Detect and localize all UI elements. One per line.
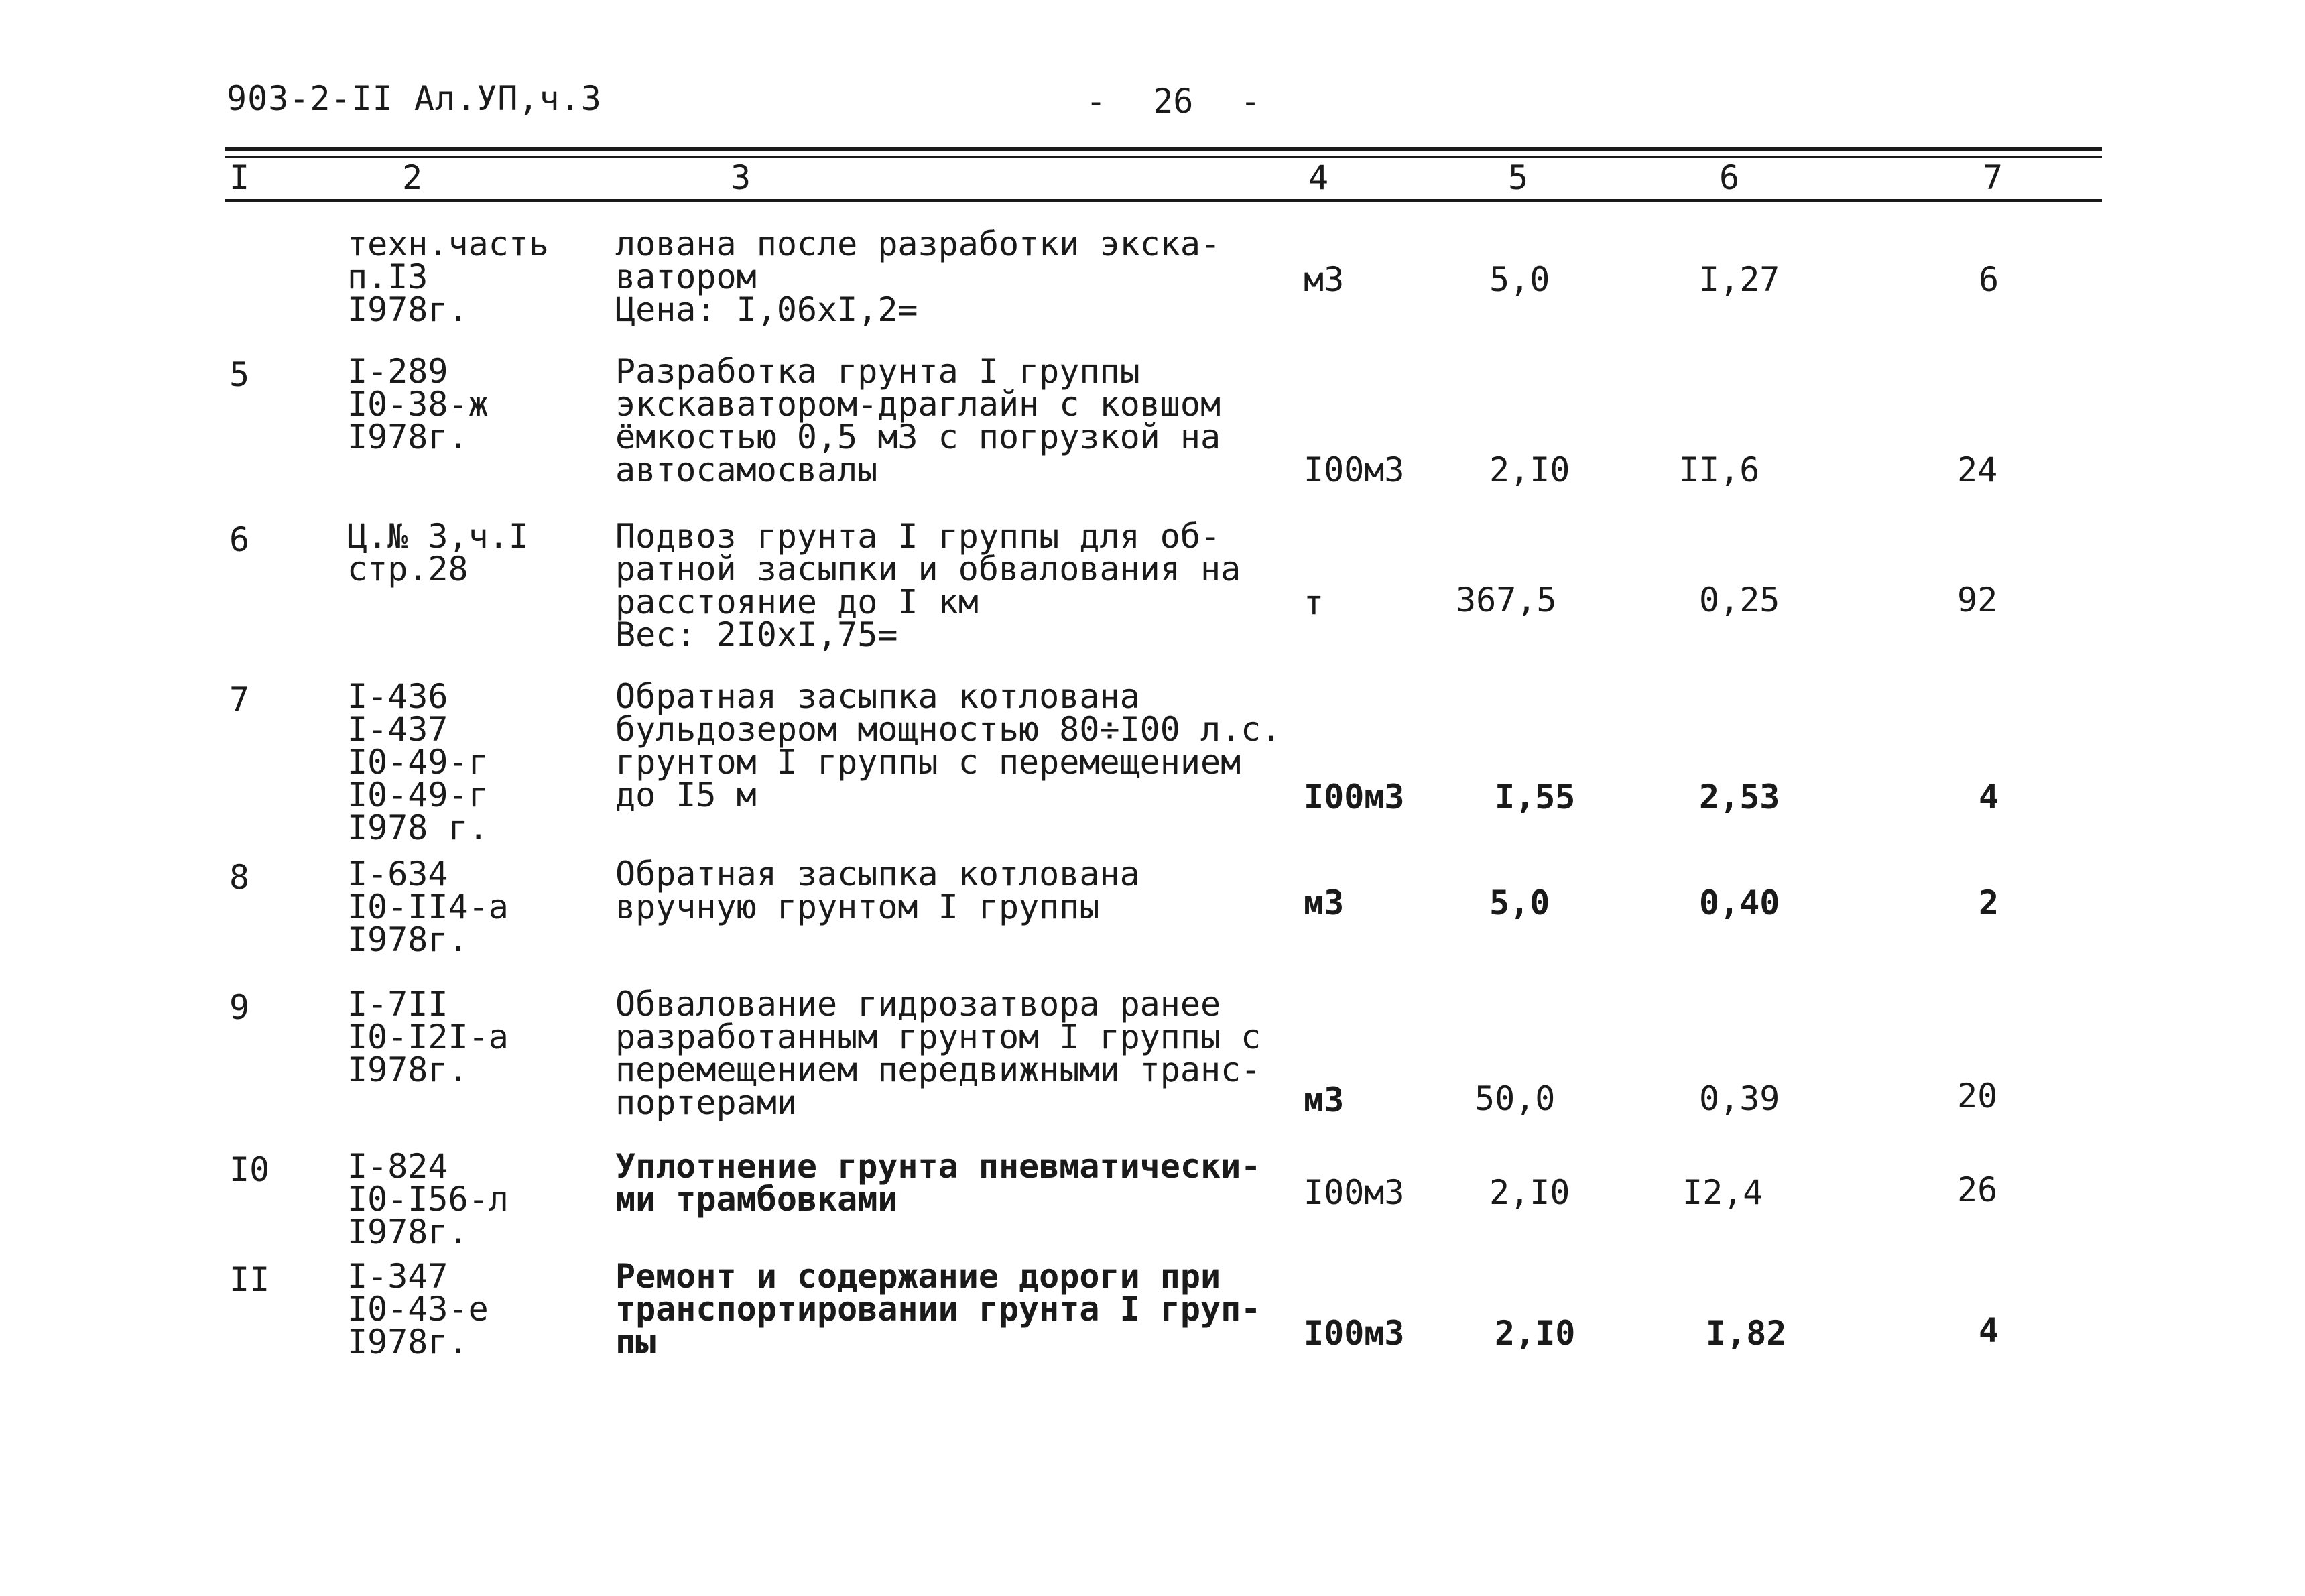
- norm-reference: I-289 I0-38-ж I978г.: [347, 352, 489, 456]
- unit-price: II,6: [1679, 450, 1760, 489]
- table-top-rule: [225, 147, 2102, 151]
- quantity: 5,0: [1489, 260, 1550, 299]
- row-number: 8: [229, 858, 250, 897]
- unit: I00м3: [1304, 778, 1405, 816]
- unit: I00м3: [1304, 1314, 1405, 1353]
- total-cost: 26: [1957, 1170, 1998, 1209]
- work-description: Обвалование гидрозатвора ранее разработанным грунтом I группы с перемещением передвижными транс- портерами: [615, 985, 1261, 1122]
- page-number: - 26 -: [1086, 82, 1261, 121]
- quantity: 50,0: [1475, 1079, 1556, 1118]
- work-description: Разработка грунта I группы экскаватором-драглайн с ковшом ёмкостью 0,5 м3 с погрузкой на автосамосвалы: [615, 352, 1221, 489]
- row-number: 9: [229, 988, 250, 1027]
- unit: т: [1304, 583, 1324, 622]
- unit-price: I,27: [1699, 260, 1780, 299]
- work-description: Уплотнение грунта пневматически- ми трамбовками: [615, 1147, 1261, 1219]
- unit: I00м3: [1304, 450, 1405, 489]
- work-description: Ремонт и содержание дороги при транспортировании грунта I груп- пы: [615, 1257, 1261, 1361]
- column-number-3: 3: [731, 158, 751, 197]
- total-cost: 2: [1979, 883, 1999, 922]
- row-number: 7: [229, 680, 250, 719]
- row-number: 6: [229, 520, 250, 559]
- work-description: Обратная засыпка котлована бульдозером мощностью 80÷I00 л.с. грунтом I группы с перемещением до I5 м: [615, 677, 1282, 814]
- norm-reference: I-634 I0-II4-а I978г.: [347, 855, 509, 959]
- total-cost: 4: [1979, 778, 1999, 816]
- total-cost: 92: [1957, 580, 1998, 619]
- quantity: 2,I0: [1489, 450, 1570, 489]
- table-top-rule-thin: [225, 156, 2102, 158]
- row-number: II: [229, 1260, 270, 1299]
- table-header-rule: [225, 199, 2102, 202]
- quantity: 2,I0: [1489, 1173, 1570, 1212]
- unit: м3: [1304, 260, 1345, 299]
- column-number-2: 2: [402, 158, 423, 197]
- row-number: 5: [229, 355, 250, 394]
- norm-reference: техн.часть п.I3 I978г.: [347, 225, 550, 329]
- work-description: Обратная засыпка котлована вручную грунтом I группы: [615, 855, 1140, 926]
- quantity: 367,5: [1456, 580, 1557, 619]
- norm-reference: I-347 I0-43-е I978г.: [347, 1257, 489, 1361]
- quantity: 5,0: [1489, 883, 1550, 922]
- quantity: 2,I0: [1495, 1314, 1576, 1353]
- total-cost: 20: [1957, 1077, 1998, 1115]
- column-number-1: I: [229, 158, 250, 197]
- document-code: 903-2-II Ал.УП,ч.3: [227, 79, 602, 118]
- row-number: I0: [229, 1150, 270, 1189]
- unit-price: I,82: [1706, 1314, 1787, 1353]
- column-number-5: 5: [1508, 158, 1529, 197]
- column-number-4: 4: [1308, 158, 1329, 197]
- work-description: Подвоз грунта I группы для об- ратной засыпки и обвалования на расстояние до I км Вес: 2I0хI,75=: [615, 517, 1241, 654]
- total-cost: 6: [1979, 260, 1999, 299]
- unit-price: 0,39: [1699, 1079, 1780, 1118]
- work-description: лована после разработки экска- ватором Цена: I,06хI,2=: [615, 225, 1221, 329]
- quantity: I,55: [1495, 778, 1576, 816]
- unit-price: 0,25: [1699, 580, 1780, 619]
- norm-reference: I-436 I-437 I0-49-г I0-49-г I978 г.: [347, 677, 489, 847]
- norm-reference: I-7II I0-I2I-а I978г.: [347, 985, 509, 1089]
- norm-reference: Ц.№ 3,ч.I стр.28: [347, 517, 529, 589]
- unit: I00м3: [1304, 1173, 1405, 1212]
- total-cost: 24: [1957, 450, 1998, 489]
- unit-price: 0,40: [1699, 883, 1780, 922]
- norm-reference: I-824 I0-I56-л I978г.: [347, 1147, 509, 1251]
- unit-price: I2,4: [1682, 1173, 1763, 1212]
- column-number-7: 7: [1983, 158, 2003, 197]
- unit-price: 2,53: [1699, 778, 1780, 816]
- unit: м3: [1304, 1081, 1345, 1119]
- unit: м3: [1304, 883, 1345, 922]
- total-cost: 4: [1979, 1311, 1999, 1350]
- column-number-6: 6: [1719, 158, 1740, 197]
